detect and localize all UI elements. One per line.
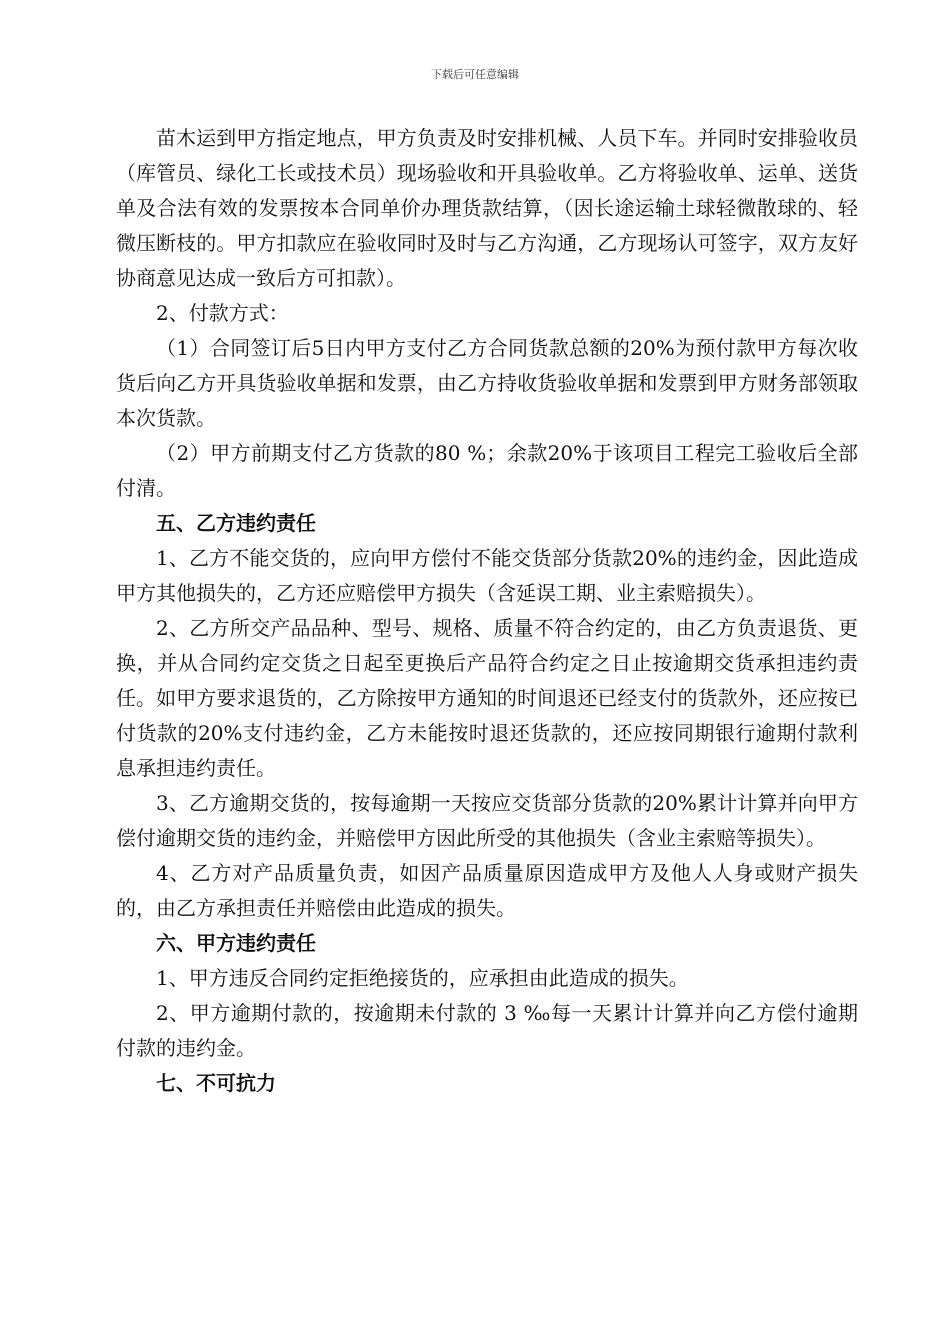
document-body: [116, 121, 858, 1101]
paragraph-payment-item-1: （1）合同签订后5日内甲方支付乙方合同货款总额的20%为预付款甲方每次收货后向乙方开具货验收单据和发票，由乙方持收货验收单据和发票到甲方财务部领取本次货款。: [116, 336, 858, 430]
page-header: 下载后可任意编辑: [431, 68, 519, 81]
paragraph-party-b-liability-3: 3、乙方逾期交货的，按每逾期一天按应交货部分货款的20%累计计算并向甲方偿付逾期交货的违约金，并赔偿甲方因此所受的其他损失（含业主索赔等损失）。: [116, 791, 858, 850]
section-heading-party-b-liability: 五、乙方违约责任: [156, 511, 316, 535]
paragraph-delivery-acceptance: 苗木运到甲方指定地点，甲方负责及时安排机械、人员下车。并同时安排验收员（库管员、绿化工长或技术员）现场验收和开具验收单。乙方将验收单、运单、送货单及合法有效的发票按本合同单价办理货款结算，（因长途运输土球轻微散球的、轻微压断枝的。甲方扣款应在验收同时及时与乙方沟通，乙方现场认可签字，双方友好协商意见达成一致后方可扣款）。: [116, 126, 858, 290]
section-heading-force-majeure: 七、不可抗力: [156, 1071, 276, 1095]
paragraph-payment-item-2: （2）甲方前期支付乙方货款的80 %；余款20%于该项目工程完工验收后全部付清。: [116, 441, 858, 500]
paragraph-party-b-liability-1: 1、乙方不能交货的，应向甲方偿付不能交货部分货款20%的违约金，因此造成甲方其他损失的，乙方还应赔偿甲方损失（含延误工期、业主索赔损失）。: [116, 546, 858, 605]
paragraph-payment-method: 2、付款方式：: [156, 301, 289, 325]
section-heading-party-a-liability: 六、甲方违约责任: [156, 931, 316, 955]
paragraph-party-b-liability-2: 2、乙方所交产品品种、型号、规格、质量不符合约定的，由乙方负责退货、更换，并从合同约定交货之日起至更换后产品符合约定之日止按逾期交货承担违约责任。如甲方要求退货的，乙方除按甲方通知的时间退还已经支付的货款外，还应按已付货款的20%支付违约金，乙方未能按时退还货款的，还应按同期银行逾期付款利息承担违约责任。: [116, 616, 858, 780]
paragraph-party-a-liability-2: 2、甲方逾期付款的，按逾期未付款的 3 ‰每一天累计计算并向乙方偿付逾期付款的违约金。: [116, 1001, 858, 1060]
paragraph-party-a-liability-1: 1、甲方违反合同约定拒绝接货的，应承担由此造成的损失。: [156, 966, 689, 990]
paragraph-party-b-liability-4: 4、乙方对产品质量负责，如因产品质量原因造成甲方及他人人身或财产损失的，由乙方承担责任并赔偿由此造成的损失。: [116, 861, 858, 920]
